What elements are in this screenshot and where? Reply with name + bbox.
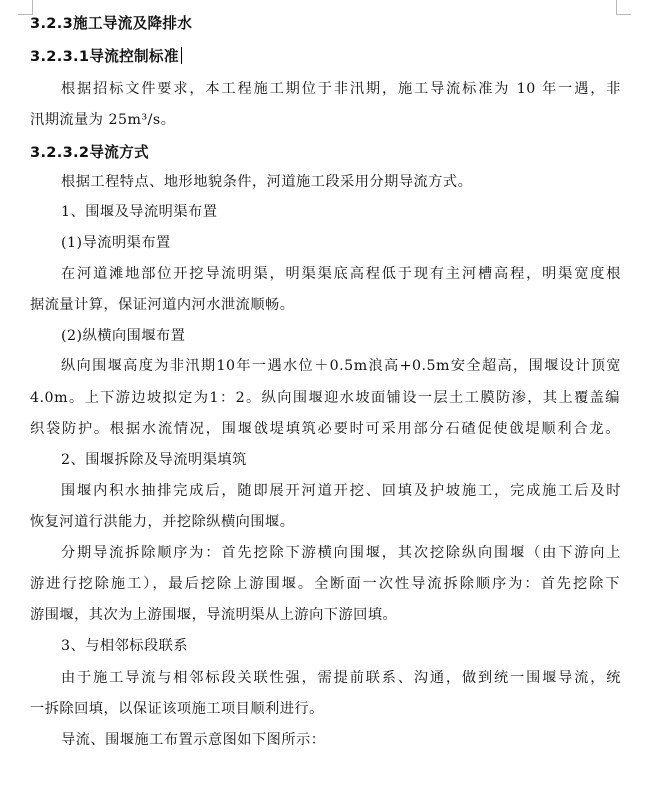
- paragraph-line: 由于施工导流与相邻标段关联性强，需提前联系、沟通，做到统一围堰导流，统: [61, 670, 621, 686]
- paragraph-line: 恢复河道行洪能力，并挖除纵横向围堰。: [30, 514, 295, 530]
- paragraph-line: 根据工程特点、地形地貌条件，河道施工段采用分期导流方式。: [61, 174, 473, 190]
- paragraph-line: 汛期流量为 25m³/s。: [30, 112, 176, 128]
- paragraph-line: 织袋防护。根据水流情况，围堰戗堤填筑必要时可采用部分石碴促使戗堤顺利合龙。: [30, 421, 620, 437]
- heading-3-2-3-1-text: 3.2.3.1导流控制标准: [30, 48, 179, 65]
- heading-3-2-3-2: 3.2.3.2导流方式: [30, 144, 149, 161]
- paragraph-line: 一拆除回填，以保证该项施工项目顺利进行。: [30, 701, 324, 717]
- page-corner-mark-right: [616, 0, 631, 15]
- page-corner-mark-left: [18, 0, 33, 15]
- paragraph-line: 围堰内积水抽排完成后，随即展开河道开挖、回填及护坡施工，完成施工后及时: [61, 483, 621, 499]
- heading-3-2-3-1[interactable]: [30, 47, 620, 67]
- list-item-title: 1、围堰及导流明渠布置: [61, 204, 218, 220]
- paragraph-line: 导流、围堰施工布置示意图如下图所示：: [61, 732, 326, 748]
- list-item-title: 2、围堰拆除及导流明渠填筑: [61, 452, 247, 468]
- paragraph-line: 游进行挖除施工），最后挖除上游围堰。全断面一次性导流拆除顺序为：首先挖除下: [30, 576, 620, 592]
- text-cursor: [181, 47, 182, 64]
- paragraph-line: 4.0m。上下游边坡拟定为1：2。纵向围堰迎水坡面铺设一层土工膜防渗，其上覆盖编: [30, 390, 620, 406]
- paragraph-line: 游围堰，其次为上游围堰，导流明渠从上游向下游回填。: [30, 607, 398, 623]
- paragraph-line: 纵向围堰高度为非汛期10年一遇水位＋0.5m浪高+0.5m安全超高，围堰设计顶宽: [61, 358, 621, 374]
- sub-item-title: (1)导流明渠布置: [61, 235, 171, 251]
- paragraph-line: 根据招标文件要求，本工程施工期位于非汛期，施工导流标准为 10 年一遇，非: [61, 81, 621, 97]
- heading-3-2-3: 3.2.3施工导流及降排水: [30, 15, 193, 32]
- sub-item-title: (2)纵横向围堰布置: [61, 328, 186, 344]
- list-item-title: 3、与相邻标段联系: [61, 638, 189, 654]
- paragraph-line: 在河道滩地部位开挖导流明渠，明渠渠底高程低于现有主河槽高程，明渠宽度根: [61, 266, 621, 282]
- paragraph-line: 据流量计算，保证河道内河水泄流顺畅。: [30, 297, 295, 313]
- paragraph-line: 分期导流拆除顺序为：首先挖除下游横向围堰，其次挖除纵向围堰（由下游向上: [61, 545, 621, 561]
